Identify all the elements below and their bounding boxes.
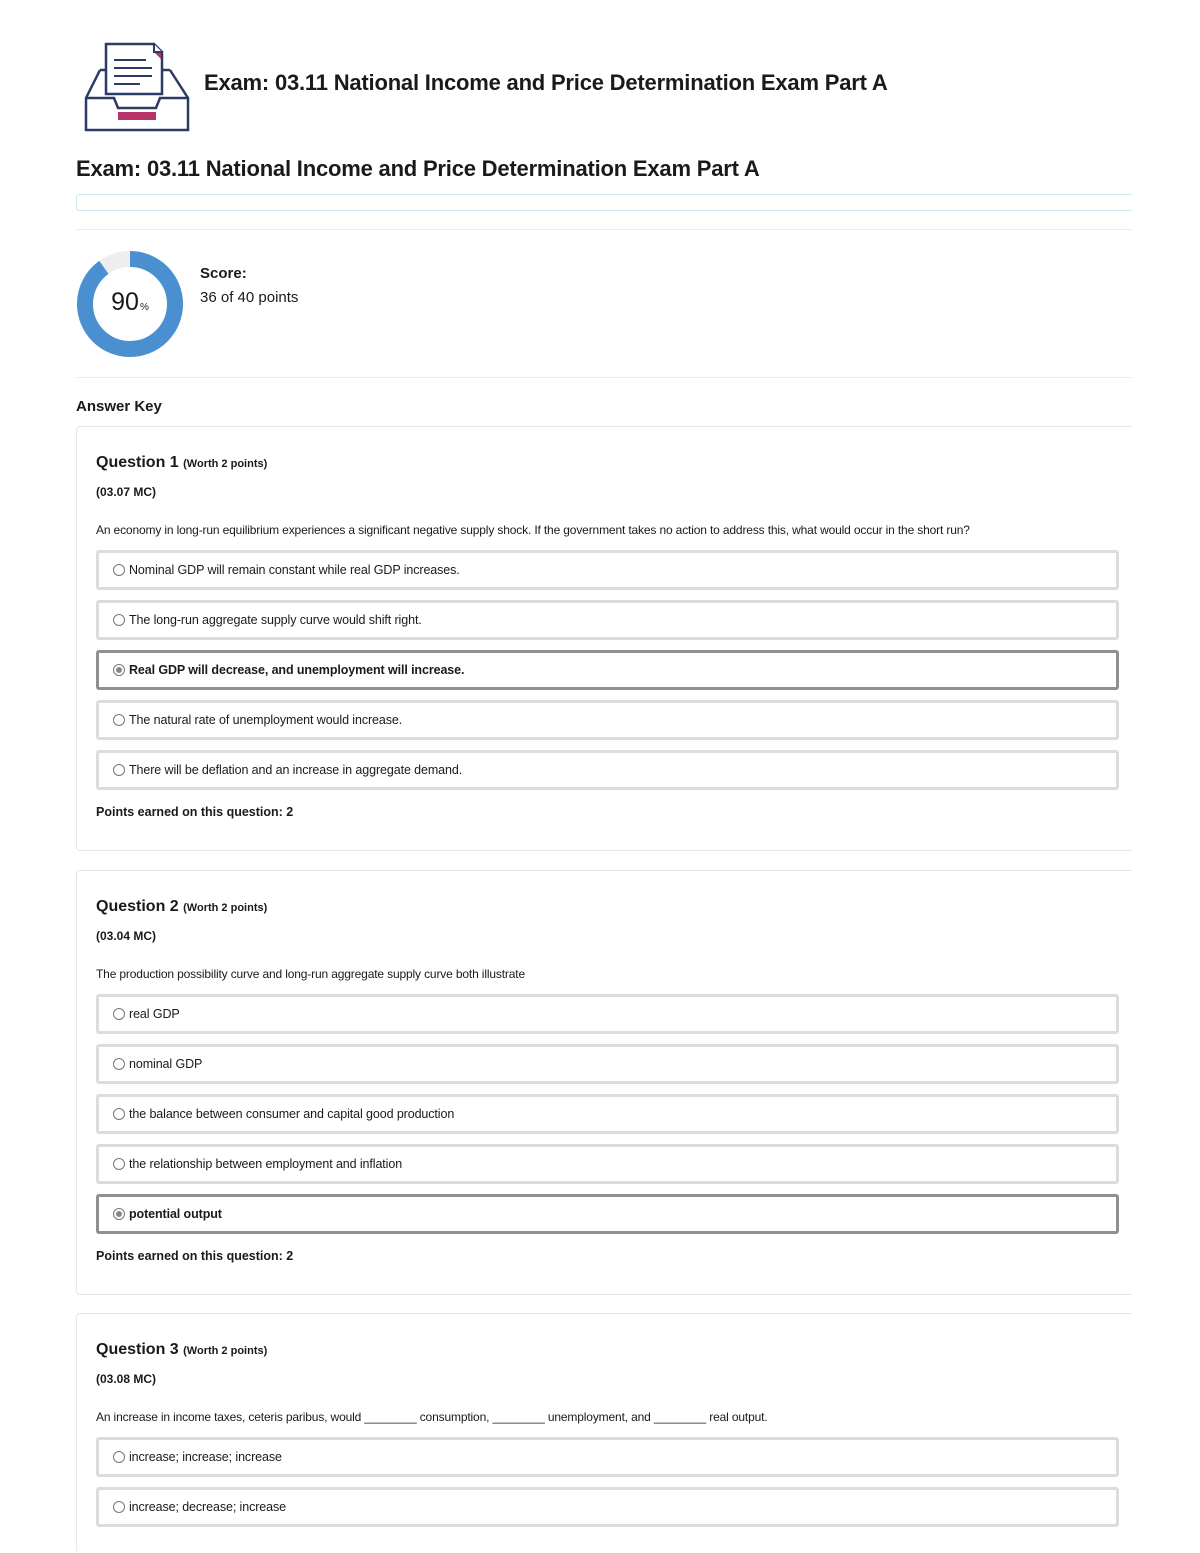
header-title: Exam: 03.11 National Income and Price Determination Exam Part A bbox=[204, 70, 888, 95]
page-title: Exam: 03.11 National Income and Price Determination Exam Part A bbox=[76, 156, 760, 181]
answer-options bbox=[96, 550, 1119, 800]
exam-tray-icon bbox=[84, 40, 190, 132]
radio-button[interactable] bbox=[113, 764, 125, 776]
question-card-3 bbox=[76, 1313, 1132, 1553]
question-title: Question 3 bbox=[96, 1341, 179, 1358]
answer-option-label: the relationship between employment and inflation bbox=[129, 1157, 403, 1171]
question-worth: (Worth 2 points) bbox=[183, 1345, 268, 1357]
answer-option-label: There will be deflation and an increase in aggregate demand. bbox=[129, 763, 463, 777]
points-earned: Points earned on this question: 2 bbox=[96, 805, 294, 819]
question-heading bbox=[96, 1341, 267, 1359]
answer-option[interactable] bbox=[96, 1094, 1119, 1134]
radio-button-selected[interactable] bbox=[113, 1208, 125, 1220]
answer-option[interactable] bbox=[96, 700, 1119, 740]
answer-option[interactable] bbox=[96, 1044, 1119, 1084]
answer-option-label: Nominal GDP will remain constant while real GDP increases. bbox=[129, 563, 460, 577]
divider bbox=[76, 377, 1132, 378]
radio-button[interactable] bbox=[113, 614, 125, 626]
question-title: Question 2 bbox=[96, 898, 179, 915]
radio-button[interactable] bbox=[113, 714, 125, 726]
progress-bar bbox=[76, 194, 1132, 211]
answer-option[interactable] bbox=[96, 600, 1119, 640]
answer-option[interactable] bbox=[96, 1487, 1119, 1527]
answer-option-label: The long-run aggregate supply curve would shift right. bbox=[129, 613, 422, 627]
answer-option-label: Real GDP will decrease, and unemployment will increase. bbox=[129, 663, 465, 677]
radio-button-selected[interactable] bbox=[113, 664, 125, 676]
radio-button[interactable] bbox=[113, 564, 125, 576]
question-worth: (Worth 2 points) bbox=[183, 458, 268, 470]
question-prompt: An increase in income taxes, ceteris paribus, would ________ consumption, ________ unemployment, and ________ real output. bbox=[96, 1410, 768, 1424]
answer-option[interactable] bbox=[96, 994, 1119, 1034]
answer-option[interactable] bbox=[96, 750, 1119, 790]
answer-options bbox=[96, 994, 1119, 1244]
question-card-1 bbox=[76, 426, 1132, 851]
score-summary bbox=[76, 250, 476, 360]
radio-button[interactable] bbox=[113, 1451, 125, 1463]
answer-option[interactable] bbox=[96, 550, 1119, 590]
question-prompt: The production possibility curve and long-run aggregate supply curve both illustrate bbox=[96, 967, 525, 981]
question-prompt: An economy in long-run equilibrium experiences a significant negative supply shock. If the government takes no action to address this, what would occur in the short run? bbox=[96, 523, 970, 537]
answer-option-label: The natural rate of unemployment would increase. bbox=[129, 713, 403, 727]
question-code: (03.04 MC) bbox=[96, 929, 157, 943]
score-label: Score: bbox=[200, 265, 247, 282]
question-heading bbox=[96, 454, 267, 472]
answer-option-selected[interactable] bbox=[96, 650, 1119, 690]
answer-options bbox=[96, 1437, 1119, 1537]
exam-header bbox=[84, 40, 1084, 132]
answer-option-label: real GDP bbox=[129, 1007, 180, 1021]
question-heading bbox=[96, 898, 267, 916]
radio-button[interactable] bbox=[113, 1158, 125, 1170]
radio-button[interactable] bbox=[113, 1008, 125, 1020]
score-percent-value: 90 bbox=[111, 288, 139, 316]
answer-option-label: the balance between consumer and capital good production bbox=[129, 1107, 455, 1121]
radio-button[interactable] bbox=[113, 1501, 125, 1513]
answer-option-label: nominal GDP bbox=[129, 1057, 203, 1071]
divider bbox=[76, 229, 1132, 230]
answer-option-selected[interactable] bbox=[96, 1194, 1119, 1234]
question-card-2 bbox=[76, 870, 1132, 1295]
radio-button[interactable] bbox=[113, 1108, 125, 1120]
question-title: Question 1 bbox=[96, 454, 179, 471]
question-code: (03.08 MC) bbox=[96, 1372, 157, 1386]
question-worth: (Worth 2 points) bbox=[183, 902, 268, 914]
answer-option[interactable] bbox=[96, 1437, 1119, 1477]
radio-button[interactable] bbox=[113, 1058, 125, 1070]
answer-option-label: increase; increase; increase bbox=[129, 1450, 282, 1464]
answer-option[interactable] bbox=[96, 1144, 1119, 1184]
points-earned: Points earned on this question: 2 bbox=[96, 1249, 294, 1263]
answer-option-label: increase; decrease; increase bbox=[129, 1500, 287, 1514]
answer-option-label: potential output bbox=[129, 1207, 222, 1221]
question-code: (03.07 MC) bbox=[96, 485, 157, 499]
answer-key-heading: Answer Key bbox=[76, 398, 162, 415]
score-percent-symbol: % bbox=[139, 302, 149, 313]
score-value: 36 of 40 points bbox=[200, 289, 299, 306]
score-percent bbox=[76, 288, 184, 317]
